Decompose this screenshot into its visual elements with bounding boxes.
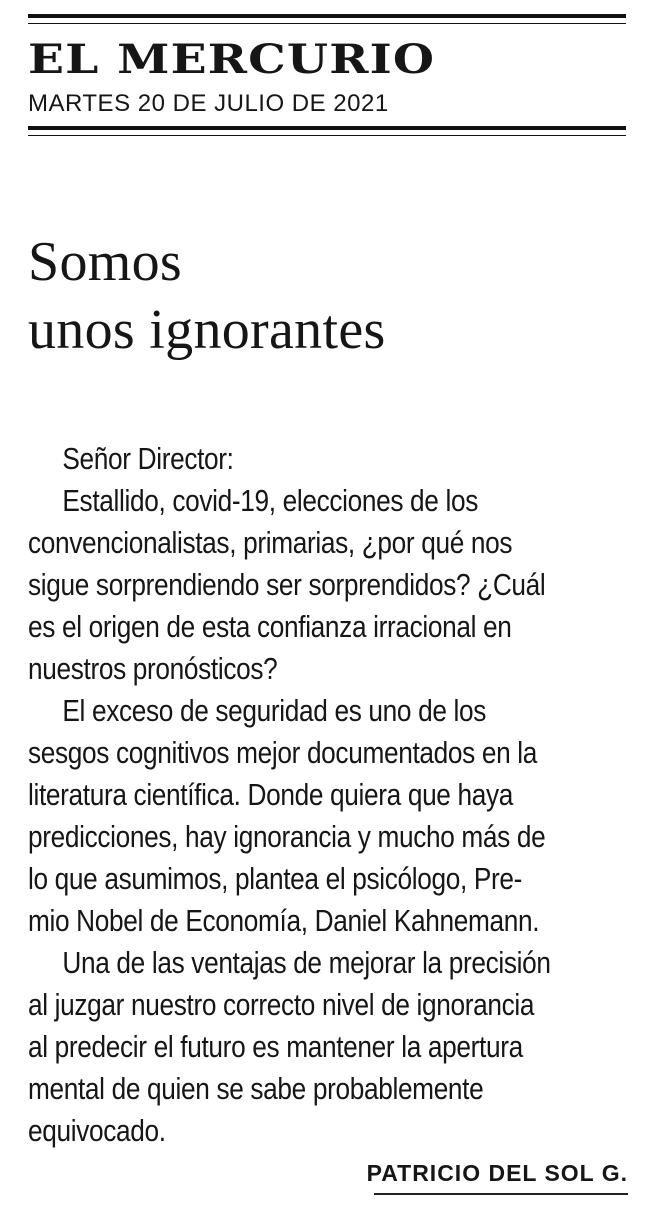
body-line: mental de quien se sabe probablemente <box>28 1072 484 1106</box>
masthead-top-thin-rule <box>28 23 626 24</box>
letter-body <box>28 438 628 1152</box>
signature-underline <box>374 1193 628 1195</box>
body-line: literatura científica. Donde quiera que haya <box>28 778 514 812</box>
salutation: Señor Director: <box>62 442 234 476</box>
author-signature: PATRICIO DEL SOL G. <box>366 1160 628 1186</box>
masthead-top-rule <box>28 14 626 18</box>
masthead-bottom-thin-rule <box>28 135 626 136</box>
body-line: nuestros pronósticos? <box>28 652 278 686</box>
body-line: mio Nobel de Economía, Daniel Kahnemann. <box>28 904 540 938</box>
headline-line-2: unos ignorantes <box>28 299 386 361</box>
body-line: Estallido, covid-19, elecciones de los <box>62 484 478 518</box>
body-line: al predecir el futuro es mantener la apertura <box>28 1030 523 1064</box>
body-line: sesgos cognitivos mejor documentados en la <box>28 736 537 770</box>
publication-date: MARTES 20 DE JULIO DE 2021 <box>28 90 389 117</box>
headline-line-1: Somos <box>28 231 182 293</box>
body-line: convencionalistas, primarias, ¿por qué nos <box>28 526 513 560</box>
body-line: Una de las ventajas de mejorar la precisión <box>62 946 551 980</box>
body-line: El exceso de seguridad es uno de los <box>62 694 487 728</box>
body-line: equivocado. <box>28 1114 166 1148</box>
body-line: predicciones, hay ignorancia y mucho más de <box>28 820 546 854</box>
newspaper-name: EL MERCURIO <box>28 36 436 83</box>
body-line: es el origen de esta confianza irracional en <box>28 610 512 644</box>
article-headline <box>28 228 628 364</box>
body-line: lo que asumimos, plantea el psicólogo, Pre- <box>28 862 523 896</box>
masthead-bottom-rule <box>28 126 626 130</box>
body-line: al juzgar nuestro correcto nivel de ignorancia <box>28 988 535 1022</box>
body-line: sigue sorprendiendo ser sorprendidos? ¿Cuál <box>28 568 546 602</box>
